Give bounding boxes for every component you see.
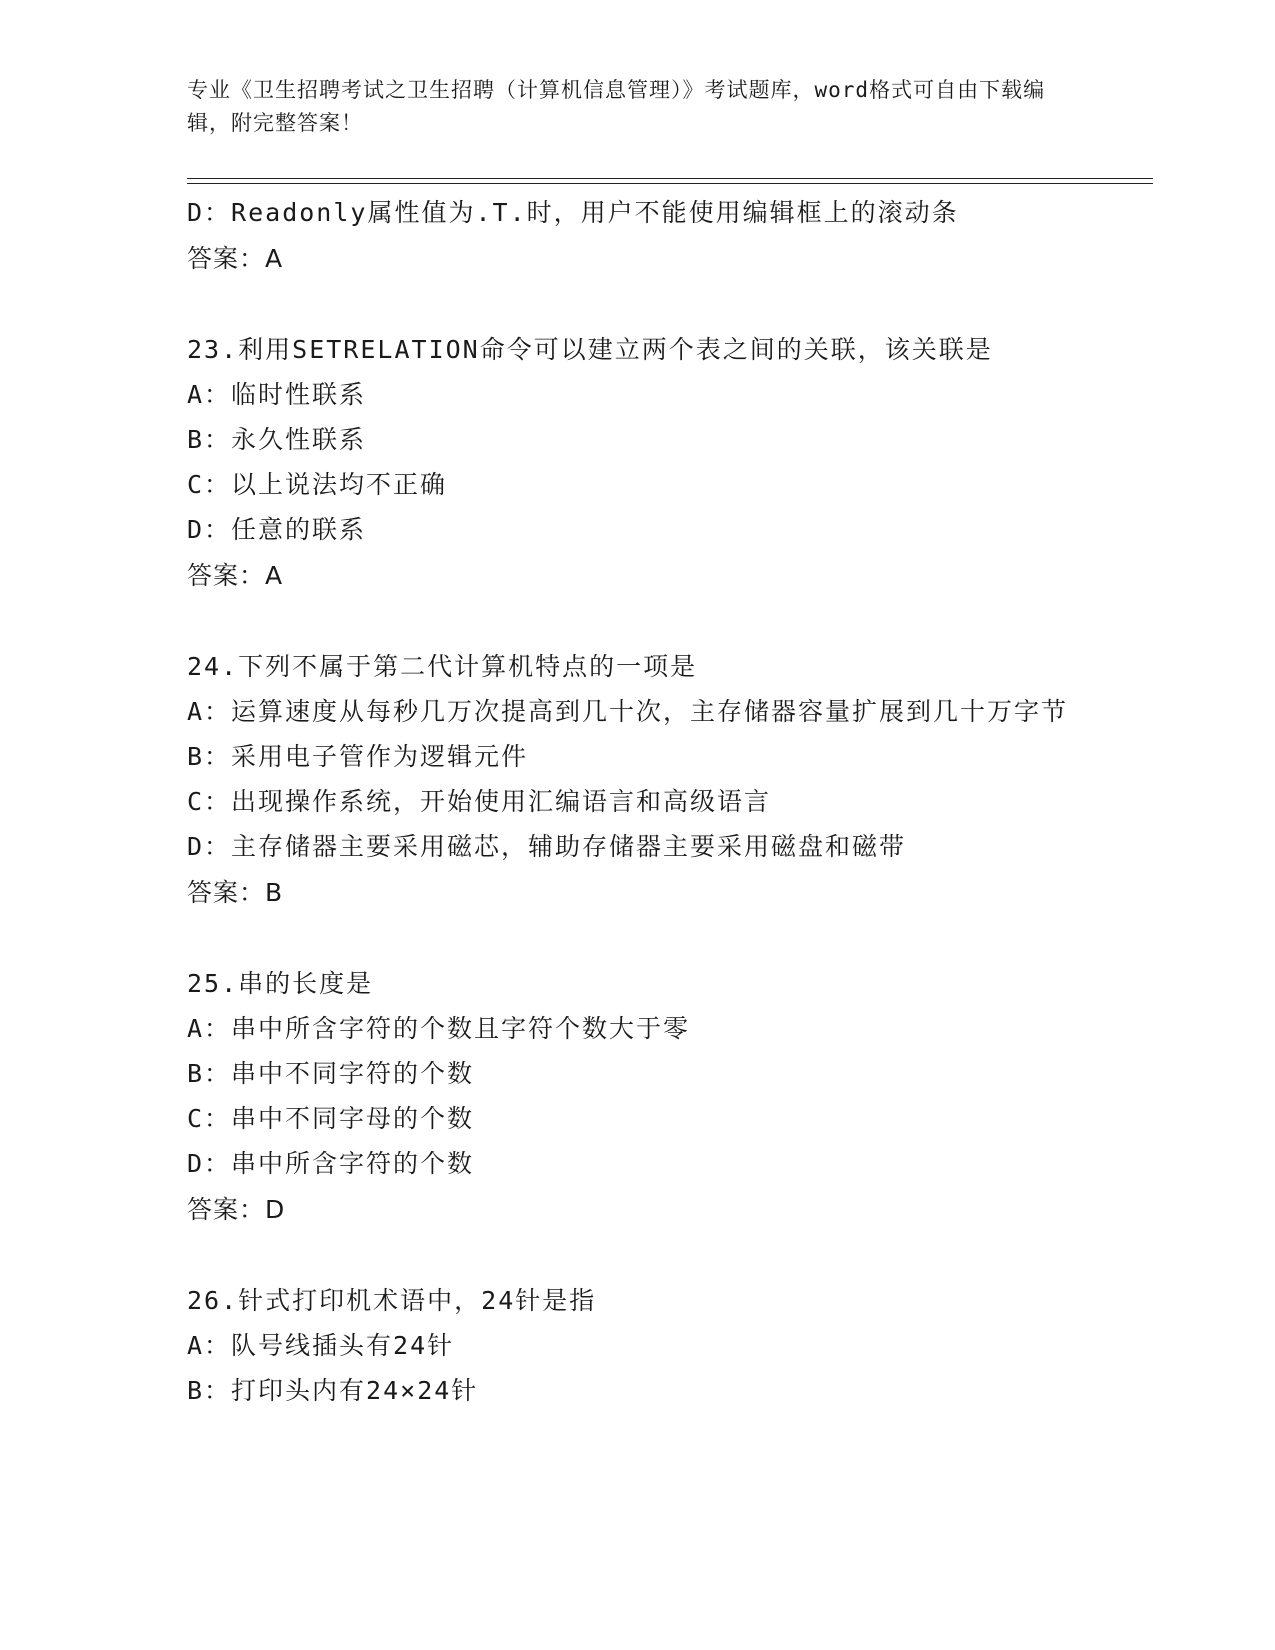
document-header	[187, 74, 1087, 140]
option-d: D：任意的联系	[187, 515, 367, 544]
option-a: A：临时性联系	[187, 380, 367, 409]
question-answer: 答案：B	[187, 878, 284, 907]
option-b: B：采用电子管作为逻辑元件	[187, 742, 529, 771]
question-25	[187, 961, 1087, 1234]
question-26	[187, 1278, 1087, 1413]
question-answer: 答案：D	[187, 1195, 286, 1224]
option-c: C：以上说法均不正确	[187, 470, 448, 499]
option-a: A：串中所含字符的个数且字符个数大于零	[187, 1014, 691, 1043]
question-stem: 24.下列不属于第二代计算机特点的一项是	[187, 652, 698, 681]
option-d: D：主存储器主要采用磁芯，辅助存储器主要采用磁盘和磁带	[187, 832, 907, 861]
prev-question-option-d: D：Readonly属性值为.T.时，用户不能使用编辑框上的滚动条	[187, 198, 959, 227]
option-c: C：串中不同字母的个数	[187, 1104, 475, 1133]
question-24	[187, 644, 1087, 917]
header-divider-bottom	[187, 183, 1153, 184]
option-b: B：串中不同字符的个数	[187, 1059, 475, 1088]
question-23	[187, 327, 1087, 600]
option-c: C：出现操作系统，开始使用汇编语言和高级语言	[187, 787, 772, 816]
question-stem: 23.利用SETRELATION命令可以建立两个表之间的关联，该关联是	[187, 335, 993, 364]
question-stem: 26.针式打印机术语中，24针是指	[187, 1286, 597, 1315]
option-d: D：串中所含字符的个数	[187, 1149, 475, 1178]
question-stem: 25.串的长度是	[187, 969, 374, 998]
option-b: B：永久性联系	[187, 425, 367, 454]
option-a: A：队号线插头有24针	[187, 1331, 455, 1360]
question-list	[187, 190, 1087, 1413]
header-intro-text: 专业《卫生招聘考试之卫生招聘（计算机信息管理）》考试题库，word格式可自由下载编辑，附完整答案！	[187, 78, 1046, 135]
question-answer: 答案：A	[187, 561, 284, 590]
prev-question-answer: 答案：A	[187, 244, 284, 273]
option-a: A：运算速度从每秒几万次提高到几十次，主存储器容量扩展到几十万字节	[187, 697, 1069, 726]
option-b: B：打印头内有24×24针	[187, 1376, 479, 1405]
header-divider-top	[187, 178, 1153, 179]
